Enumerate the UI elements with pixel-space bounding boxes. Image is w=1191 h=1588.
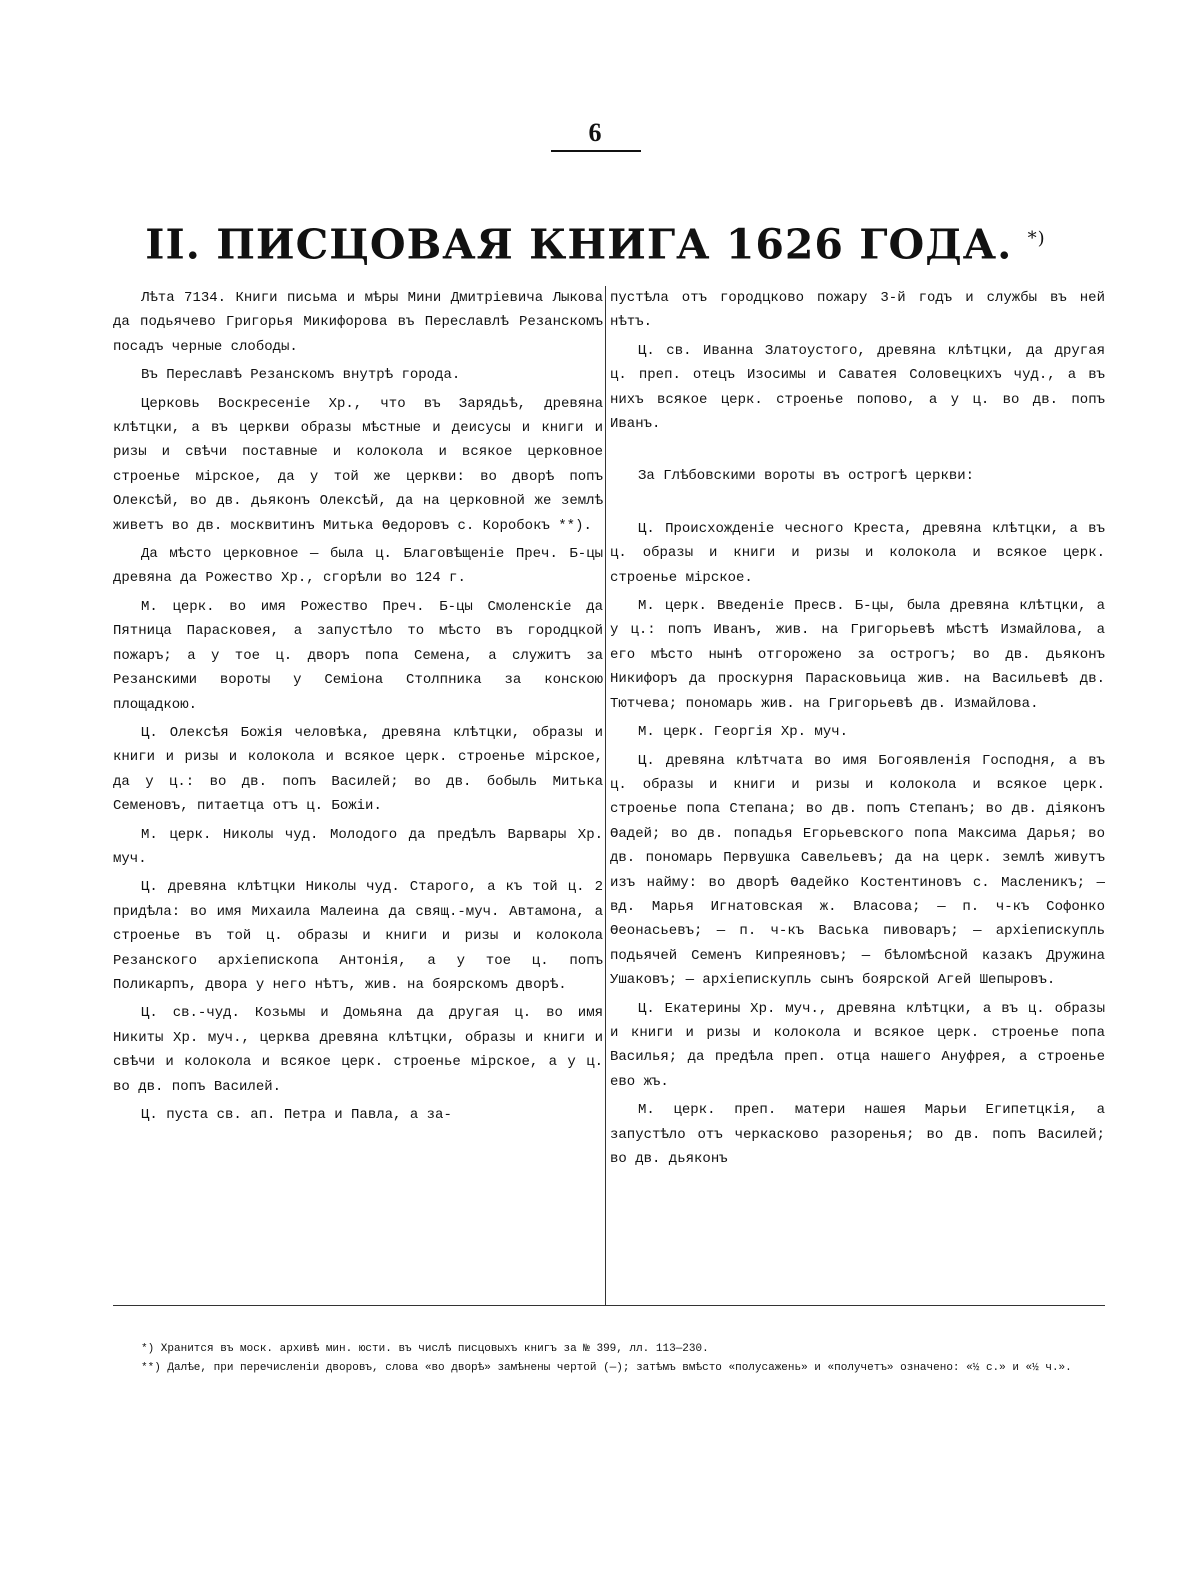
- left-paragraph: М. церк. во имя Рожество Преч. Б-цы Смоленскіе да Пятница Парасковея, а запустѣло то мѣсто въ городцкой пожаръ; а у тое ц. дворъ попа Семена, а служитъ за Резанскими вороты у Семіона Столпника за конскою площадкою.: [113, 598, 603, 713]
- left-paragraph: Ц. св.-чуд. Козьмы и Домьяна да другая ц. во имя Никиты Хр. муч., церква древяна клѣтцки, образы и книги и свѣчи и колокола и всякое церк. строенье мірское, а у ц. во дв. попъ Василей.: [113, 1005, 603, 1095]
- page-number-text: 6: [588, 118, 603, 147]
- right-paragraph: пустѣла отъ городцково пожару 3-й годъ и службы въ ней нѣтъ.: [610, 290, 1105, 331]
- page-title-text: II. ПИСЦОВАЯ КНИГА 1626 ГОДА.: [145, 220, 1013, 269]
- left-paragraph: Да мѣсто церковное — была ц. Благовѣщеніе Преч. Б-цы древяна да Рожество Хр., сгорѣли во 124 г.: [113, 546, 603, 587]
- footnotes: [113, 1340, 1105, 1378]
- footnote: *) Хранится въ моск. архивѣ мин. юсти. въ числѣ писцовыхъ книгъ за № 399, лл. 113—230.: [141, 1343, 709, 1355]
- left-paragraph: Ц. Олексѣя Божія человѣка, древяна клѣтцки, образы и книги и ризы и колокола и всякое церк. строенье мірское, да у ц.: во дв. попъ Василей; во дв. бобыль Митька Семеновъ, питаетца отъ ц. Божіи.: [113, 724, 603, 815]
- right-paragraph: Ц. древяна клѣтчата во имя Богоявленія Господня, а въ ц. образы и книги и ризы и колокола и всякое церк. строенье попа Степана; во дв. попъ Степанъ; во дв. діяконъ Өадей; во дв. попадья Егорьевского попа Максима Дарья; во дв. пономарь Первушка Савельевъ; да на церк. землѣ живутъ изъ найму: во дворѣ Өадейко Костентиновъ с. Масленикъ; — вд. Марья Игнатовская ж. Власова; — п. ч-къ Софонко Өеонасьевъ; — п. ч-къ Васька пивоваръ; — архіепискупль подьячей Семенъ Кипреяновъ; — бѣломѣсной казакъ Дружина Ушаковъ; — архіепискупль сынъ боярской Агей Шепыровъ.: [610, 752, 1105, 989]
- column-divider: [605, 286, 606, 1306]
- footnote: **) Далѣе, при перечисленіи дворовъ, слова «во дворѣ» замѣнены чертой (—); затѣмъ вмѣсто «полусажень» и «получетъ» означено: «½ с.» и «½ ч.».: [141, 1362, 1072, 1374]
- section-gap: [610, 493, 1105, 517]
- left-paragraph: Церковь Воскресеніе Хр., что въ Зарядьѣ, древяна клѣтцки, а въ церкви образы мѣстные и деисусы и книги и ризы и свѣчи поставные и колокола и всякое церковное строенье мірское, да у той же церкви: во дворѣ попъ Олексѣй, во дв. дьяконъ Олексѣй, да на церковной же землѣ живетъ во дв. москвитинъ Митька Өедоровъ с. Коробокъ **).: [113, 395, 603, 534]
- right-column: [610, 286, 1105, 1301]
- page-title: [0, 215, 1191, 269]
- right-paragraph: М. церк. Введеніе Пресв. Б-цы, была древяна клѣтцки, а у ц.: попъ Иванъ, жив. на Григорьевѣ мѣстѣ Измайлова, а его мѣсто нынѣ отгорожено за острогъ; во дв. дьяконъ Никифоръ да проскурня Парасковьица жив. на Васильевѣ дв. Тютчева; пономарь жив. на Григорьевѣ дв. Измайлова.: [610, 598, 1105, 712]
- left-paragraph: Лѣта 7134. Книги письма и мѣры Мини Дмитріевича Лыкова да подьячево Григорья Микифорова въ Переславлѣ Резанскомъ посадъ черные слободы.: [113, 290, 603, 355]
- right-paragraph: Ц. св. Иванна Златоустого, древяна клѣтцки, да другая ц. преп. отецъ Изосимы и Саватея Соловецкихъ чуд., а въ нихъ всякое церк. строенье попово, а у ц. во дв. попъ Иванъ.: [610, 342, 1105, 433]
- left-paragraph: Въ Переславѣ Резанскомъ внутрѣ города.: [141, 367, 461, 384]
- page-number: [0, 118, 1191, 152]
- right-paragraph: М. церк. преп. матери нашея Марьи Египетцкія, а запустѣло отъ черкасково разоренья; во дв. попъ Василей; во дв. дьяконъ: [610, 1102, 1105, 1167]
- left-paragraph: Ц. древяна клѣтцки Николы чуд. Старого, а къ той ц. 2 придѣла: во имя Михаила Малеина да свящ.-муч. Автамона, а строенье въ той ц. образы и книги и ризы и колокола Резанского архіепископа Антонія, а у тое ц. попъ Поликарпъ, двора у него нѣтъ, жив. на боярскомъ дворѣ.: [113, 879, 603, 993]
- left-paragraph: Ц. пуста св. ап. Петра и Павла, а за-: [141, 1107, 452, 1123]
- section-gap: [610, 440, 1105, 464]
- footnote-rule: [113, 1305, 1105, 1306]
- right-paragraph: Ц. Происхожденіе чесного Креста, древяна клѣтцки, а въ ц. образы и книги и ризы и колокола и всякое церк. строенье мірское.: [610, 520, 1105, 586]
- left-column: [113, 286, 603, 1301]
- left-paragraph: М. церк. Николы чуд. Молодого да предѣлъ Варвары Хр. муч.: [113, 826, 603, 867]
- page-number-rule: [551, 150, 641, 152]
- right-paragraph: Ц. Екатерины Хр. муч., древяна клѣтцки, а въ ц. образы и книги и ризы и колокола и всякое церк. строенье попа Василья; да предѣла преп. отца нашего Ануфрея, а строенье ево жъ.: [610, 1000, 1105, 1090]
- section-heading: За Глѣбовскими вороты въ острогѣ церкви:: [638, 468, 975, 485]
- right-paragraph: М. церк. Георгія Хр. муч.: [638, 724, 849, 741]
- title-footnote-marker: *): [1027, 228, 1046, 249]
